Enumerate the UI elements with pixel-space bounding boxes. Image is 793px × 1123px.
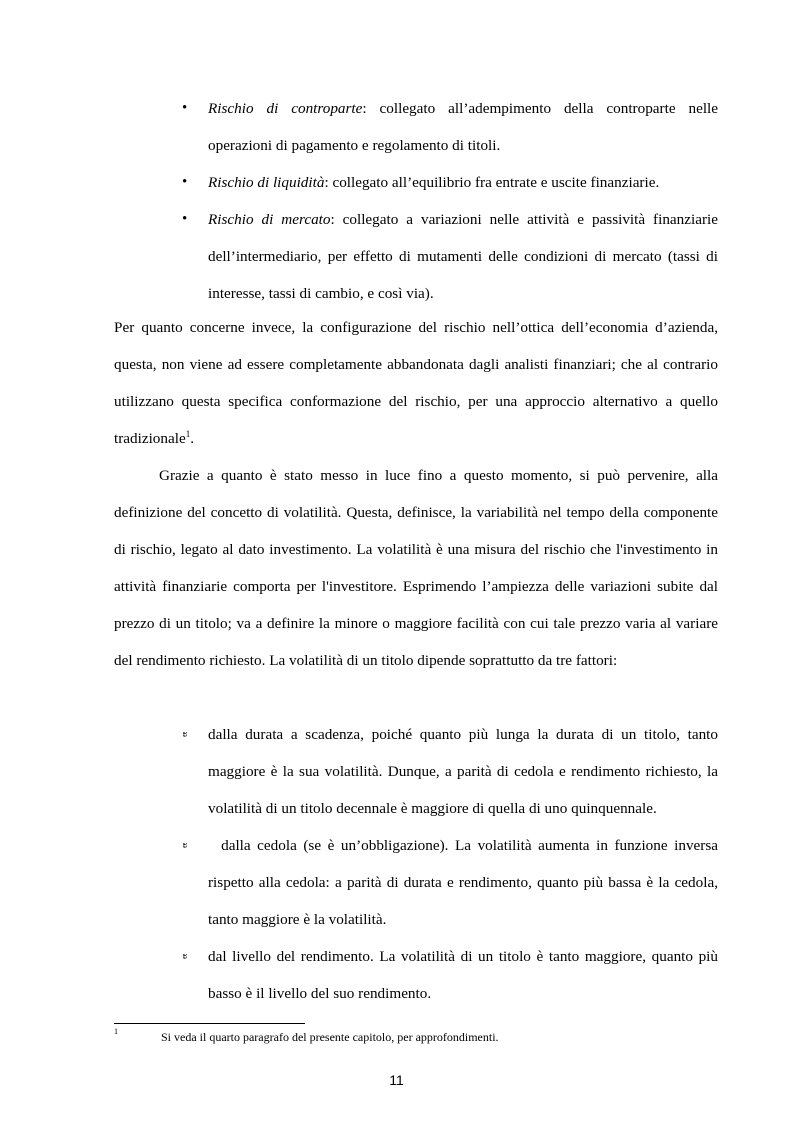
list-item-text: dal livello del rendimento. La volatilità di un titolo è tanto maggiore, quanto più basso è il livello del suo rendimento. bbox=[208, 948, 718, 1002]
bullet-text: : collegato all’equilibrio fra entrate e uscite finanziarie. bbox=[324, 174, 660, 191]
risk-bullet-list bbox=[182, 90, 718, 312]
bullet-dot: • bbox=[182, 100, 188, 116]
bullet-lead: Rischio di mercato bbox=[208, 211, 331, 228]
list-item-text: dalla durata a scadenza, poiché quanto più lunga la durata di un titolo, tanto maggiore è la sua volatilità. Dunque, a parità di cedola e rendimento richiesto, la volatilità di un titolo decennale è maggiore di quella di uno quinquennale. bbox=[208, 726, 718, 817]
bullet-dot: • bbox=[182, 174, 188, 190]
list-marker: ะ bbox=[182, 839, 188, 851]
bullet-text: : collegato a variazioni nelle attività e passività finanziarie dell’intermediario, per effetto di mutamenti delle condizioni di mercato (tassi di interesse, tassi di cambio, e così via). bbox=[208, 211, 718, 302]
list-marker: ะ bbox=[182, 728, 188, 740]
list-item bbox=[182, 938, 718, 1012]
list-item bbox=[182, 716, 718, 827]
paragraph bbox=[114, 309, 718, 457]
bullet-item bbox=[182, 164, 718, 201]
bullet-lead: Rischio di liquidità bbox=[208, 174, 325, 191]
paragraph-text: Per quanto concerne invece, la configurazione del rischio nell’ottica dell’economia d’azienda, questa, non viene ad essere completamente abbandonata dagli analisti finanziari; che al contrario utilizzano questa specifica conformazione del rischio, per una approccio alternativo a quello tradizionale bbox=[114, 319, 718, 447]
bullet-item bbox=[182, 90, 718, 164]
footnote-text: Si veda il quarto paragrafo del presente capitolo, per approfondimenti. bbox=[161, 1030, 499, 1044]
bullet-text: : collegato all’adempimento della controparte nelle operazioni di pagamento e regolamento di titoli. bbox=[208, 100, 719, 154]
list-item-text: dalla cedola (se è un’obbligazione). La volatilità aumenta in funzione inversa rispetto alla cedola: a parità di durata e rendimento, quanto più bassa è la cedola, tanto maggiore è la volatilità. bbox=[208, 837, 722, 928]
page-number: 11 bbox=[389, 1072, 404, 1088]
footnote-ref[interactable]: 1 bbox=[185, 428, 191, 439]
volatility-factor-list bbox=[182, 716, 722, 1012]
paragraph: Grazie a quanto è stato messo in luce fino a questo momento, si può pervenire, alla definizione del concetto di volatilità. Questa, definisce, la variabilità nel tempo della componente di rischio, legato al dato investimento. La volatilità è una misura del rischio che l'investimento in attività finanziarie comporta per l'investitore. Esprimendo l’ampiezza delle variazioni subite dal prezzo di un titolo; va a definire la minore o maggiore facilità con cui tale prezzo varia al variare del rendimento richiesto. La volatilità di un titolo dipende soprattutto da tre fattori: bbox=[114, 467, 718, 669]
footnote-divider bbox=[114, 1023, 305, 1024]
footnote-number: 1 bbox=[114, 1027, 118, 1036]
bullet-dot: • bbox=[182, 211, 188, 227]
bullet-item bbox=[182, 201, 718, 312]
paragraph-end: . bbox=[190, 430, 194, 447]
list-marker: ะ bbox=[182, 950, 188, 962]
list-item bbox=[182, 827, 722, 938]
bullet-lead: Rischio di controparte bbox=[208, 100, 363, 117]
